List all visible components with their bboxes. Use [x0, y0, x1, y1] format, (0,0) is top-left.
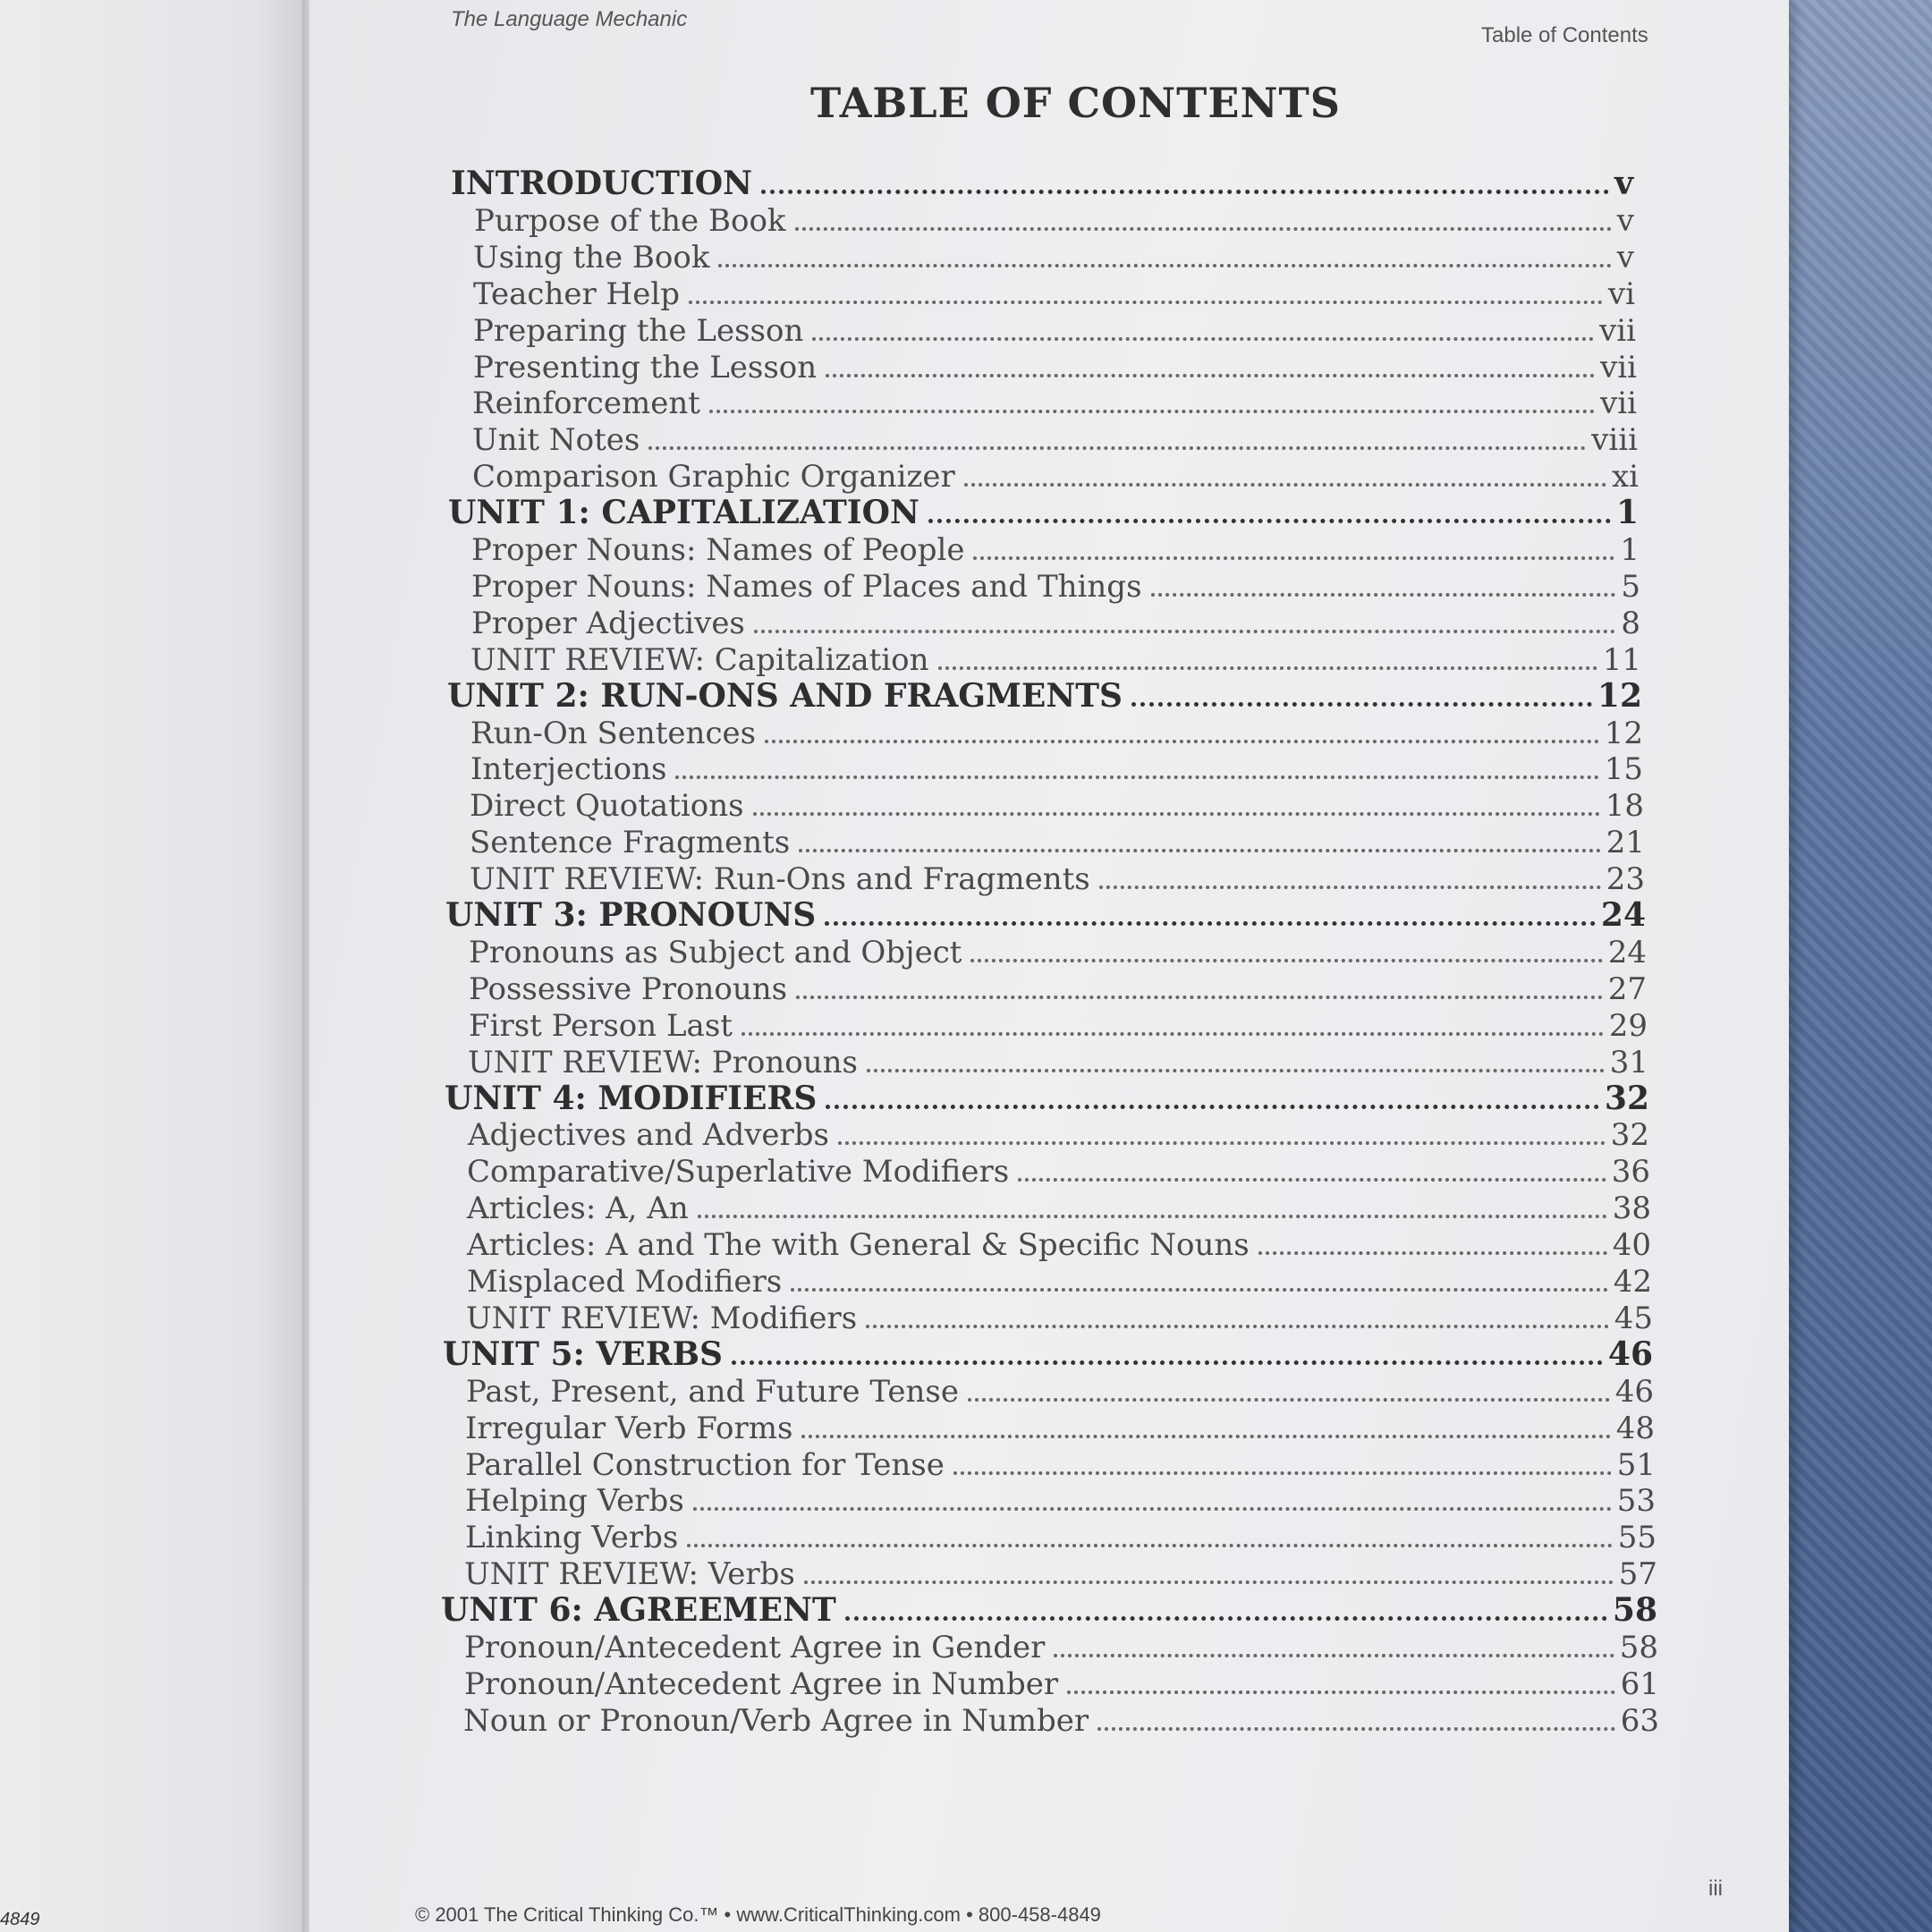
dot-leader	[765, 740, 1599, 743]
dot-leader	[825, 921, 1596, 926]
toc-entry-label: Noun or Pronoun/Verb Agree in Number	[463, 1703, 1089, 1739]
toc-entry-label: Helping Verbs	[465, 1483, 684, 1519]
copyright-footer: © 2001 The Critical Thinking Co.™ • www.CriticalThinking.com • 800-458-4849	[415, 1903, 1101, 1926]
dot-leader	[741, 1032, 1604, 1036]
toc-unit-row	[448, 494, 1639, 531]
toc-entry-row	[465, 1412, 1655, 1446]
toc-entry-row	[464, 1558, 1657, 1592]
toc-entry-row	[471, 534, 1640, 568]
toc-entry-page: 58	[1619, 1630, 1658, 1665]
dot-leader	[801, 1435, 1610, 1438]
toc-entry-row	[469, 936, 1647, 970]
toc-entry-label: Misplaced Modifiers	[467, 1264, 783, 1300]
dot-leader	[964, 483, 1606, 487]
toc-entry-row	[468, 1119, 1649, 1153]
toc-entry-page: viii	[1591, 422, 1638, 458]
toc-entry-page: 18	[1605, 788, 1644, 824]
toc-entry-page: 15	[1604, 751, 1643, 787]
toc-entry-label: UNIT REVIEW: Modifiers	[466, 1301, 858, 1336]
toc-entry-page: 31	[1609, 1045, 1648, 1080]
dot-leader	[732, 1360, 1603, 1365]
dot-leader	[1097, 1727, 1615, 1731]
toc-entry-row	[470, 753, 1643, 787]
toc-entry-page: 57	[1618, 1556, 1657, 1592]
toc-entry-row	[470, 863, 1645, 897]
dot-leader	[826, 1105, 1599, 1109]
toc-entry-row	[469, 1010, 1648, 1044]
toc-entry-row	[468, 1046, 1648, 1080]
toc-entry-page: 12	[1597, 677, 1642, 715]
toc-entry-page: 58	[1612, 1591, 1657, 1629]
toc-entry-page: 48	[1615, 1411, 1655, 1446]
toc-entry-row	[470, 790, 1644, 824]
toc-entry-page: 46	[1614, 1374, 1654, 1410]
toc-unit-row	[447, 677, 1642, 715]
dot-leader	[753, 812, 1600, 816]
toc-entry-page: vii	[1600, 350, 1637, 386]
left-page	[0, 0, 302, 1932]
toc-entry-row	[465, 1485, 1656, 1519]
toc-entry-page: 5	[1621, 569, 1640, 605]
toc-entry-label: Pronouns as Subject and Object	[469, 935, 962, 970]
dot-leader	[804, 1580, 1614, 1584]
toc-entry-row	[467, 1229, 1651, 1263]
toc-entry-label: Run-On Sentences	[470, 716, 757, 751]
toc-entry-row	[473, 352, 1637, 386]
dot-leader	[754, 630, 1615, 633]
toc-entry-row	[472, 424, 1638, 458]
toc-entry-label: Comparative/Superlative Modifiers	[467, 1154, 1010, 1190]
toc-entry-label: UNIT 3: PRONOUNS	[445, 896, 817, 934]
toc-entry-page: 42	[1613, 1264, 1652, 1300]
dot-leader	[1131, 702, 1592, 707]
toc-entry-label: UNIT REVIEW: Run-Ons and Fragments	[470, 861, 1090, 897]
toc-entry-row	[463, 1705, 1659, 1739]
toc-entry-label: Preparing the Lesson	[473, 313, 804, 349]
toc-entry-label: Presenting the Lesson	[473, 350, 818, 386]
toc-entry-page: 63	[1620, 1703, 1659, 1739]
dot-leader	[1067, 1690, 1615, 1694]
toc-entry-label: UNIT REVIEW: Pronouns	[468, 1045, 859, 1080]
toc-entry-page: 46	[1607, 1335, 1653, 1373]
toc-entry-label: Pronoun/Antecedent Agree in Gender	[464, 1630, 1046, 1665]
toc-entry-label: Adjectives and Adverbs	[468, 1117, 829, 1153]
toc-entry-page: xi	[1611, 459, 1639, 495]
toc-entry-label: Proper Nouns: Names of People	[471, 532, 965, 568]
toc-entry-label: Linking Verbs	[465, 1520, 679, 1555]
toc-entry-page: vii	[1599, 313, 1636, 349]
toc-entry-page: v	[1616, 240, 1634, 275]
dot-leader	[648, 446, 1586, 450]
toc-entry-row	[473, 242, 1634, 275]
toc-entry-label: UNIT 1: CAPITALIZATION	[448, 494, 919, 531]
page-number: iii	[1708, 1877, 1723, 1901]
toc-entry-page: 32	[1604, 1080, 1649, 1117]
toc-entry-page: 32	[1610, 1117, 1649, 1153]
toc-entry-label: Interjections	[470, 751, 667, 787]
toc-entry-label: Pronoun/Antecedent Agree in Number	[464, 1666, 1059, 1702]
book-title: The Language Mechanic	[451, 7, 688, 31]
toc-entry-label: Sentence Fragments	[470, 825, 791, 860]
toc-entry-label: Direct Quotations	[470, 788, 744, 824]
dot-leader	[687, 1544, 1612, 1547]
toc-unit-row	[445, 896, 1646, 934]
toc-unit-row	[443, 1335, 1653, 1373]
toc-heading: TABLE OF CONTENTS	[810, 79, 1341, 127]
section-title: Table of Contents	[1481, 23, 1648, 47]
toc-entry-row	[471, 607, 1640, 641]
toc-entry-label: Reinforcement	[472, 386, 700, 421]
dot-leader	[867, 1069, 1605, 1072]
toc-entry-label: UNIT 4: MODIFIERS	[445, 1080, 818, 1117]
dot-leader	[968, 1398, 1610, 1402]
toc-entry-row	[473, 315, 1636, 349]
toc-entry-page: 27	[1607, 971, 1647, 1007]
dot-leader	[1258, 1251, 1607, 1255]
dot-leader	[796, 996, 1603, 999]
dot-leader	[953, 1471, 1612, 1475]
toc-entry-page: 51	[1616, 1447, 1656, 1483]
toc-entry-label: UNIT REVIEW: Capitalization	[470, 642, 929, 678]
dot-leader	[1018, 1178, 1606, 1182]
toc-entry-row	[470, 826, 1645, 860]
toc-entry-row	[474, 205, 1634, 239]
toc-entry-row	[464, 1631, 1658, 1665]
toc-entry-label: Unit Notes	[472, 422, 640, 458]
toc-entry-row	[472, 387, 1637, 421]
toc-entry-page: 38	[1612, 1191, 1651, 1226]
dot-leader	[709, 410, 1595, 413]
toc-entry-row	[464, 1668, 1659, 1702]
toc-entry-label: Past, Present, and Future Tense	[466, 1374, 959, 1410]
toc-entry-label: INTRODUCTION	[451, 165, 752, 202]
dot-leader	[812, 337, 1594, 341]
dot-leader	[1099, 886, 1601, 889]
toc-entry-page: vi	[1607, 276, 1635, 312]
toc-entry-label: Possessive Pronouns	[469, 971, 788, 1007]
dot-leader	[761, 190, 1609, 194]
toc-entry-label: UNIT 2: RUN-ONS AND FRAGMENTS	[447, 677, 1123, 715]
toc-entry-label: Using the Book	[473, 240, 710, 275]
dot-leader	[795, 227, 1612, 231]
dot-leader	[928, 519, 1611, 523]
toc-entry-row	[473, 278, 1635, 312]
toc-entry-row	[465, 1449, 1656, 1483]
book-page	[309, 0, 1789, 1932]
toc-entry-label: Articles: A and The with General & Specific Nouns	[467, 1227, 1250, 1263]
toc-entry-page: 1	[1620, 532, 1640, 568]
dot-leader	[689, 301, 1603, 304]
dot-leader	[799, 849, 1601, 852]
toc-entry-page: 29	[1608, 1008, 1648, 1044]
dot-leader	[866, 1325, 1609, 1328]
toc-entry-page: v	[1616, 203, 1634, 239]
dot-leader	[1054, 1654, 1614, 1657]
toc-entry-label: First Person Last	[469, 1008, 733, 1044]
toc-entry-page: 12	[1604, 716, 1643, 751]
dot-leader	[718, 264, 1611, 267]
toc-entry-page: 40	[1612, 1227, 1651, 1263]
toc-unit-row	[445, 1080, 1649, 1117]
toc-entry-label: Parallel Construction for Tense	[465, 1447, 945, 1483]
toc-entry-label: UNIT REVIEW: Verbs	[464, 1556, 795, 1592]
toc-entry-row	[467, 1156, 1650, 1190]
toc-entry-label: Purpose of the Book	[474, 203, 786, 239]
dot-leader	[693, 1507, 1612, 1511]
toc-entry-row	[465, 1521, 1657, 1555]
toc-entry-label: Articles: A, An	[467, 1191, 689, 1226]
toc-entry-page: vii	[1600, 386, 1637, 421]
toc-entry-page: v	[1614, 165, 1633, 202]
toc-entry-row	[467, 1266, 1652, 1300]
dot-leader	[698, 1215, 1607, 1218]
dot-leader	[675, 775, 1598, 779]
toc-entry-row	[466, 1376, 1654, 1410]
dot-leader	[938, 666, 1597, 670]
toc-entry-page: 21	[1606, 825, 1645, 860]
toc-unit-row	[441, 1591, 1657, 1629]
toc-entry-label: Proper Nouns: Names of Places and Things	[471, 569, 1142, 605]
dot-leader	[845, 1616, 1607, 1621]
toc-entry-page: 36	[1611, 1154, 1650, 1190]
toc-entry-label: UNIT 6: AGREEMENT	[441, 1591, 836, 1629]
dot-leader	[1151, 593, 1616, 597]
toc-entry-row	[470, 717, 1643, 751]
toc-entry-page: 23	[1606, 861, 1645, 897]
toc-entry-page: 11	[1602, 642, 1641, 678]
toc-entry-label: Teacher Help	[473, 276, 680, 312]
toc-list	[309, 0, 1789, 1932]
dot-leader	[791, 1288, 1608, 1292]
toc-entry-page: 24	[1600, 896, 1646, 934]
toc-entry-label: Proper Adjectives	[471, 606, 745, 641]
dot-leader	[970, 959, 1602, 962]
toc-entry-page: 1	[1615, 494, 1639, 531]
toc-entry-page: 53	[1616, 1483, 1656, 1519]
toc-entry-row	[469, 973, 1647, 1007]
toc-entry-row	[470, 644, 1641, 678]
dot-leader	[838, 1141, 1606, 1145]
left-page-edge-text: 4849	[0, 1910, 40, 1929]
toc-entry-row	[471, 571, 1640, 605]
toc-entry-row	[467, 1192, 1651, 1226]
toc-entry-page: 24	[1607, 935, 1647, 970]
toc-entry-row	[466, 1302, 1653, 1336]
toc-entry-label: Irregular Verb Forms	[465, 1411, 793, 1446]
toc-entry-page: 45	[1614, 1301, 1653, 1336]
toc-entry-row	[472, 461, 1639, 495]
toc-entry-label: UNIT 5: VERBS	[443, 1335, 724, 1373]
toc-entry-label: Comparison Graphic Organizer	[472, 459, 955, 495]
toc-unit-row	[451, 165, 1633, 202]
dot-leader	[973, 556, 1614, 560]
toc-entry-page: 55	[1617, 1520, 1657, 1555]
book-spine	[302, 0, 309, 1932]
toc-entry-page: 8	[1621, 606, 1640, 641]
dot-leader	[826, 374, 1595, 377]
toc-entry-page: 61	[1620, 1666, 1659, 1702]
